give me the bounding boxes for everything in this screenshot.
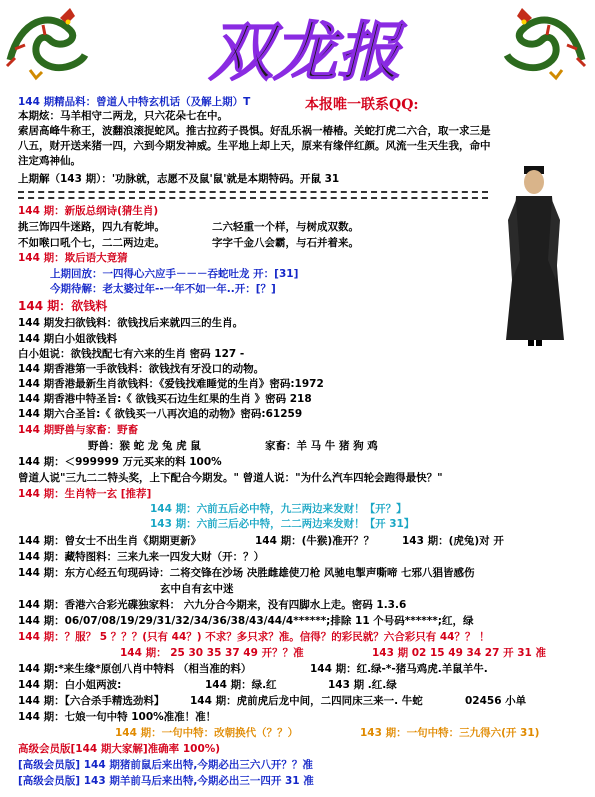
text-line: 144 期：红.绿-*-猪马鸡虎.羊鼠羊牛. (310, 663, 488, 675)
text-line: 02456 小单 (465, 695, 527, 707)
text-line: 144 期： 25 30 35 37 49 开？？准 (120, 647, 304, 659)
text-line: 144 期：＜999999 万元买来的料 100% (18, 456, 222, 468)
text-line: 上期回放：一四得心六应手－－－吞蛇吐龙 开：[31] (50, 268, 299, 280)
text-line: 八五，财开送来猪一四，六到今期发神威。生平地上却上天，原来有缘伴红颜。风流一生天生我，命中 (18, 140, 491, 152)
text-line: 144 期香港最新生肖欲钱料：《爱钱找难睡觉的生肖》密码:1972 (18, 378, 324, 390)
svg-text:双龙报: 双龙报 (209, 15, 401, 84)
text-line: 曾道人说"三九二二特头奖，上下配合今期发。" 曾道人说："为什么汽车四轮会跑得最快？" (18, 472, 443, 484)
text-line: 上期解（143 期）：'功脉就，志愿不及鼠'鼠'就是本期特码。开鼠 31 (18, 173, 340, 185)
text-line: 144 期香港中特圣旨:《 欲钱买石边生红果的生肖 》密码 218 (18, 393, 312, 405)
text-line: 玄中自有玄中迷 (160, 583, 234, 595)
text-line: 索居高峰牛称王，波翻浪滚捉蛇风。推古拉药子畏惧。好乱乐祸一椿椿。关蛇打虎二六合，取一求三是 (18, 125, 491, 137)
text-line: 不如喉口吼个七，二二两边走。 (18, 237, 165, 249)
text-line: 143 期：(虎兔)对 开 (402, 535, 504, 547)
text-line: 今期待解：老太婆过年--一年不如一年..开：[？] (50, 283, 276, 295)
text-line: 野兽：猴 蛇 龙 兔 虎 鼠 (88, 440, 201, 452)
left-dragon-icon (0, 0, 92, 82)
text-line: 注定鸡神仙。 (18, 155, 81, 167)
text-line: 144 期白小姐欲钱料 (18, 333, 118, 345)
text-line: 144 期：06/07/08/19/29/31/32/34/36/38/43/44/4******;排除 11 个号码******;红，绿 (18, 615, 474, 627)
section-heading: 144 期野兽与家畜：野畜 (18, 424, 139, 436)
text-line: 143 期：六前三后必中特，二二两边来发财！【开 31】 (150, 518, 415, 530)
right-dragon-icon (500, 0, 592, 82)
section-heading: 144 期：生肖特一玄 [推荐] (18, 488, 152, 500)
text-line: 144 期：东方心经五句现码诗：二将交锋在沙场 决胜雌雄使刀枪 风驰电掣声嘶啼 七邪八猖皆感伤 (18, 567, 475, 579)
text-line: 143 期：一句中特：三九得六(开 31) (360, 727, 540, 739)
text-line: [高级会员版] 143 期羊前马后来出特,今期必出三一四开 31 准 (18, 775, 314, 787)
text-line: 143 期 02 15 49 34 27 开 31 准 (372, 647, 546, 659)
text-line: 143 期 .红.绿 (328, 679, 397, 691)
text-line: 144 期：绿.红 (205, 679, 277, 691)
page-title (160, 14, 450, 84)
text-line: 高级会员版[144 期大家解]准确率 100%) (18, 743, 221, 755)
text-line: 144 期精品料：曾道人中特玄机话（及解上期）T (18, 96, 251, 108)
text-line: 字字千金八会霸，与石并着来。 (212, 237, 359, 249)
text-line: 144 期：曾女士不出生肖《期期更新》 (18, 535, 202, 547)
divider (18, 197, 488, 199)
section-heading: 144 期：新版总纲诗(猜生肖) (18, 205, 159, 217)
section-heading: 144 期：欲钱料 (18, 299, 108, 313)
text-line: 144 期：(牛猴)准开？？ (255, 535, 375, 547)
text-line: 144 期：六前五后必中特，九三两边来发财！【开？】 (150, 503, 407, 515)
text-line: [高级会员版] 144 期猪前鼠后来出特,今期必出三六八开？？准 (18, 759, 313, 771)
text-line: 144 期：七娘一句中特 100%准准！准！ (18, 711, 217, 723)
section-heading: 144 期：欺后语大竟猜 (18, 252, 128, 264)
text-line: 144 期：虎前虎后龙中间，二四同床三来一. 牛蛇 (190, 695, 423, 707)
text-line: 本期炫：马羊相守二两龙，只六花朵七在中。 (18, 110, 228, 122)
text-line: 144 期：藏特图料：三来九来一四发大财（开：？） (18, 551, 265, 563)
text-line: 144 期：白小姐两波: (18, 679, 122, 691)
divider (18, 191, 488, 193)
fortune-teller-figure (498, 160, 570, 350)
text-line: 挑三饰四牛迷路，四九有乾坤。 (18, 221, 165, 233)
text-line: 家畜：羊 马 牛 猪 狗 鸡 (265, 440, 378, 452)
contact-line: 本报唯一联系QQ: (305, 97, 419, 113)
text-line: 二六轻重一个样，与树成双数。 (212, 221, 359, 233)
text-line: 144 期六合圣旨:《 欲钱买一八再次追的动物》密码:61259 (18, 408, 303, 420)
text-line: 144 期：一句中特：改朝换代（？？） (115, 727, 299, 739)
text-line: 144 期:*来生缘*原创八肖中特料 （相当准的料） (18, 663, 252, 675)
text-line: 白小姐说：欲钱找配七有六来的生肖 密码 127 - (18, 348, 245, 360)
text-line: 144 期：香港六合彩光碟独家料： 六九分合今期来，没有四脚水上走。密码 1.3.6 (18, 599, 407, 611)
text-line: 144 期：【六合杀手精选劲料】 (18, 695, 165, 707)
text-line: 144 期：？服？ 5 ？？？(只有 44？) 不求？多只求？准。信得？的彩民就？六合彩只有 44？？ ！ (18, 631, 490, 643)
text-line: 144 期发扫欲钱料：欲钱找后来就四三的生肖。 (18, 317, 244, 329)
text-line: 144 期香港第一手欲钱料：欲钱找有牙没口的动物。 (18, 363, 265, 375)
